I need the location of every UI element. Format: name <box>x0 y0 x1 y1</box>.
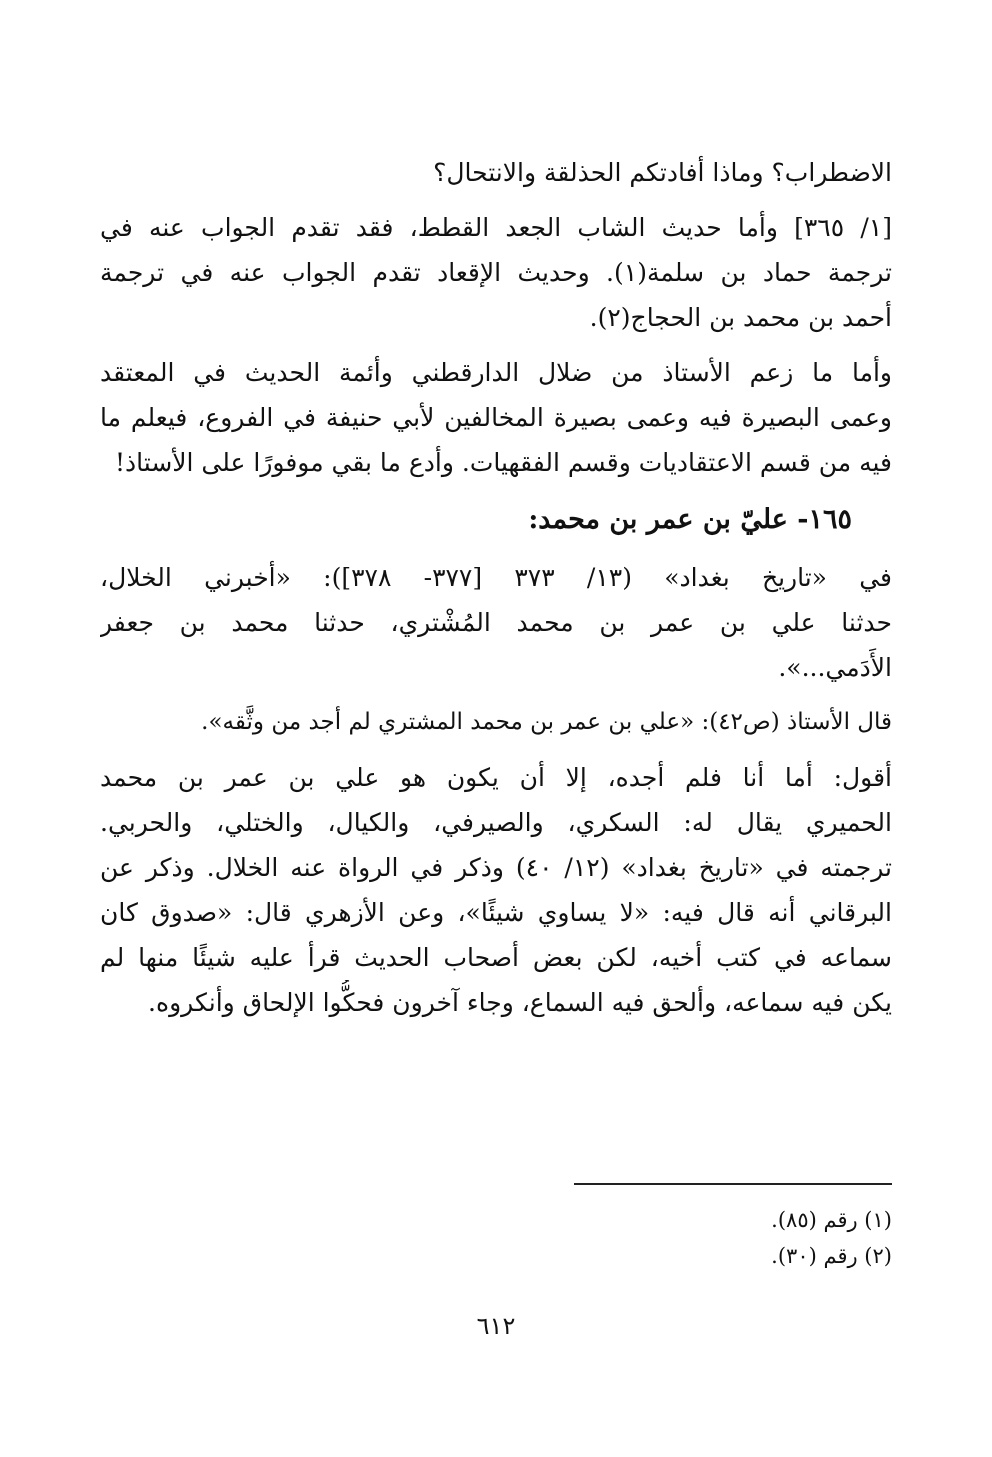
paragraph-line: ترجمته في «تاريخ بغداد» (١٢/ ٤٠) وذكر في الرواة عنه الخلال. وذكر عن <box>100 853 892 882</box>
paragraph-1 <box>100 205 892 340</box>
paragraph-line: وعمى البصيرة فيه وعمى بصيرة المخالفين لأبي حنيفة في الفروع، فيعلم ما <box>100 403 892 432</box>
footnote-separator <box>574 1183 892 1185</box>
paragraph-line: [١/ ٣٦٥] وأما حديث الشاب الجعد القطط، فقد تقدم الجواب عنه في <box>100 213 892 242</box>
paragraph-line: يكن فيه سماعه، وألحق فيه السماع، وجاء آخرون فحكُّوا الإلحاق وأنكروه. <box>148 988 892 1017</box>
paragraph-line: سماعه في كتب أخيه، لكن بعض أصحاب الحديث قرأ عليه شيئًا منها لم <box>100 943 892 972</box>
paragraph-4 <box>100 755 892 1025</box>
paragraph-line: أحمد بن محمد بن الحجاج(٢). <box>589 303 892 332</box>
paragraph-line: قال الأستاذ (ص٤٢): «علي بن عمر بن محمد المشتري لم أجد من وثَّقه». <box>201 709 892 735</box>
paragraph-line: وأما ما زعم الأستاذ من ضلال الدارقطني وأئمة الحديث في المعتقد <box>100 358 892 387</box>
paragraph-2 <box>100 350 892 485</box>
main-text <box>100 150 892 1025</box>
paragraph-line: البرقاني أنه قال فيه: «لا يساوي شيئًا»، وعن الأزهري قال: «صدوق كان <box>100 898 892 927</box>
paragraph-3 <box>100 555 892 690</box>
paragraph-line: في «تاريخ بغداد» (١٣/ ٣٧٣ [٣٧٧- ٣٧٨]): «أخبرني الخلال، <box>100 563 892 592</box>
page-number: ٦١٢ <box>476 1312 516 1340</box>
quoted-statement <box>100 700 892 745</box>
continuation-line: الاضطراب؟ وماذا أفادتكم الحذلقة والانتحال؟ <box>433 158 892 187</box>
entry-heading: ١٦٥- عليّ بن عمر بن محمد: <box>528 504 852 535</box>
paragraph-line: الأَدَمي...». <box>778 653 892 682</box>
paragraph-line: أقول: أما أنا فلم أجده، إلا أن يكون هو علي بن عمر بن محمد <box>100 763 892 792</box>
footnote-1: (١) رقم (٨٥). <box>771 1208 892 1232</box>
paragraph-line: ترجمة حماد بن سلمة(١). وحديث الإقعاد تقدم الجواب عنه في ترجمة <box>100 258 892 287</box>
paragraph-line: الحميري يقال له: السكري، والصيرفي، والكيال، والختلي، والحربي. <box>100 808 892 837</box>
footnotes <box>292 1202 892 1274</box>
footnote-2: (٢) رقم (٣٠). <box>771 1244 892 1268</box>
paragraph-line: فيه من قسم الاعتقاديات وقسم الفقهيات. وأدع ما بقي موفورًا على الأستاذ! <box>114 448 892 477</box>
paragraph-line: حدثنا علي بن عمر بن محمد المُشْتري، حدثنا محمد بن جعفر <box>100 608 892 637</box>
